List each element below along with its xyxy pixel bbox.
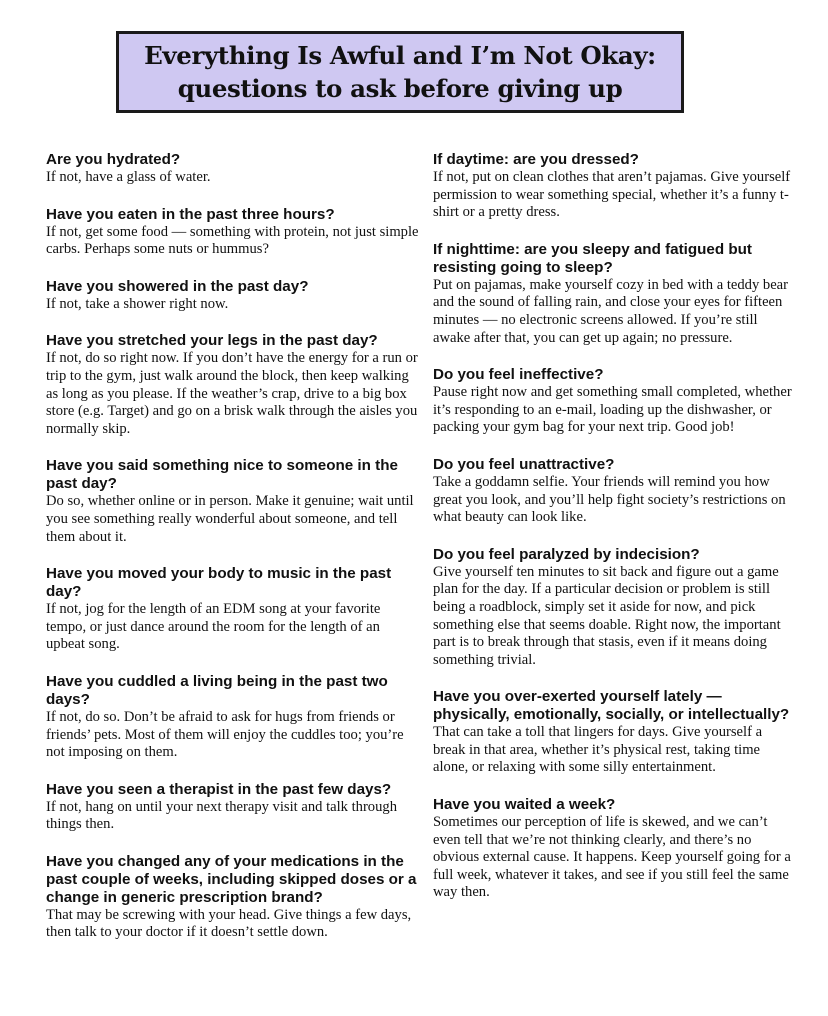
- question-heading: Do you feel paralyzed by indecision?: [433, 545, 700, 563]
- question-heading: Are you hydrated?: [46, 151, 181, 168]
- answer-text: If not, have a glass of water.: [46, 169, 211, 185]
- answer-text: If not, do so right now. If you don’t have the energy for a run or trip to the gym, just walk around the block, then keep walking as long as you please. If the weather’s crap, drive to a big box store (e.g. Target) and go on a brisk walk through the aisles you normally skip.: [46, 350, 418, 437]
- question-item-eaten: [46, 206, 422, 259]
- question-item-medications: [46, 853, 422, 942]
- answer-text: Do so, whether online or in person. Make it genuine; wait until you see something really wonderful about someone, and tell them about it.: [46, 493, 414, 545]
- question-heading: Have you eaten in the past three hours?: [46, 205, 335, 223]
- question-heading: Have you said something nice to someone in the past day?: [46, 457, 398, 493]
- question-item-stretched: [46, 332, 422, 438]
- question-heading: Have you stretched your legs in the past day?: [46, 332, 378, 350]
- title-line-2: questions to ask before giving up: [177, 74, 623, 103]
- question-item-hydrated: [46, 151, 422, 187]
- question-heading: If daytime: are you dressed?: [433, 151, 639, 168]
- question-item-over-exerted: [433, 688, 795, 777]
- answer-text: If not, take a shower right now.: [46, 295, 229, 312]
- question-item-music: [46, 565, 422, 654]
- answer-text: If not, do so. Don’t be afraid to ask for hugs from friends or friends’ pets. Most of them will enjoy the cuddles too; you’re not imposing on them.: [46, 708, 404, 761]
- question-item-said-nice: [46, 457, 422, 546]
- answer-text: That can take a toll that lingers for days. Give yourself a break in that area, whether it’s physical rest, taking time alone, or relaxing with some silly entertainment.: [433, 724, 763, 776]
- title-line-1: Everything Is Awful and I’m Not Okay:: [144, 41, 656, 70]
- title-box: [116, 31, 684, 113]
- question-item-ineffective: [433, 366, 795, 437]
- question-heading: Have you changed any of your medications in the past couple of weeks, including skipped doses or a change in generic prescription brand?: [46, 852, 417, 906]
- answer-text: Put on pajamas, make yourself cozy in bed with a teddy bear and the sound of falling rain, and close your eyes for fifteen minutes — no electronic screens allowed. If you’re still awake after that, you can get up again; no pressure.: [433, 276, 789, 346]
- question-heading: Have you showered in the past day?: [46, 277, 309, 295]
- question-heading: Do you feel unattractive?: [433, 455, 615, 473]
- answer-text: If not, put on clean clothes that aren’t pajamas. Give yourself permission to wear something special, whether it’s a funny t-shirt or a pretty dress.: [433, 169, 791, 221]
- answer-text: Give yourself ten minutes to sit back and figure out a game plan for the day. If a particular decision or problem is still being a roadblock, simply set it aside for now, and pick something else that seems doable. Right now, the important part is to break through that stasis, even if it means doing something trivial.: [433, 563, 781, 668]
- question-item-showered: [46, 278, 422, 314]
- answer-text: If not, hang on until your next therapy visit and talk through things then.: [46, 798, 397, 833]
- question-item-sleepy: [433, 241, 795, 347]
- question-item-dressed: [433, 151, 795, 222]
- answer-text: Take a goddamn selfie. Your friends will remind you how great you look, and you’ll help fight society’s restrictions on what beauty can look like.: [433, 473, 786, 526]
- question-heading: Have you moved your body to music in the past day?: [46, 565, 392, 601]
- question-item-waited-week: [433, 796, 795, 902]
- answer-text: If not, get some food — something with protein, not just simple carbs. Perhaps some nuts or hummus?: [46, 223, 419, 258]
- answer-text: Pause right now and get something small completed, whether it’s responding to an e-mail, loading up the dishwasher, or packing your gym bag for your next trip. Good job!: [433, 384, 792, 436]
- question-heading: Have you waited a week?: [433, 796, 616, 814]
- left-column: [46, 151, 422, 961]
- question-heading: Have you cuddled a living being in the past two days?: [46, 672, 388, 708]
- question-heading: Have you over-exerted yourself lately — physically, emotionally, socially, or intellectually?: [433, 688, 790, 724]
- answer-text: If not, jog for the length of an EDM song at your favorite tempo, or just dance around the room for the length of an upbeat song.: [46, 601, 381, 653]
- question-item-unattractive: [433, 456, 795, 527]
- question-item-therapist: [46, 781, 422, 834]
- answer-text: Sometimes our perception of life is skewed, and we can’t even tell that we’re not thinking clearly, and there’s no obvious external cause. It happens. Keep yourself going for a full week, whatever it takes, and see if you still feel the same way then.: [433, 814, 791, 901]
- question-heading: If nighttime: are you sleepy and fatigued but resisting going to sleep?: [433, 240, 752, 276]
- question-heading: Do you feel ineffective?: [433, 366, 604, 384]
- question-item-indecision: [433, 546, 795, 670]
- question-item-cuddled: [46, 673, 422, 762]
- question-heading: Have you seen a therapist in the past few days?: [46, 780, 392, 798]
- right-column: [433, 151, 795, 921]
- answer-text: That may be screwing with your head. Give things a few days, then talk to your doctor if it doesn’t settle down.: [46, 906, 412, 941]
